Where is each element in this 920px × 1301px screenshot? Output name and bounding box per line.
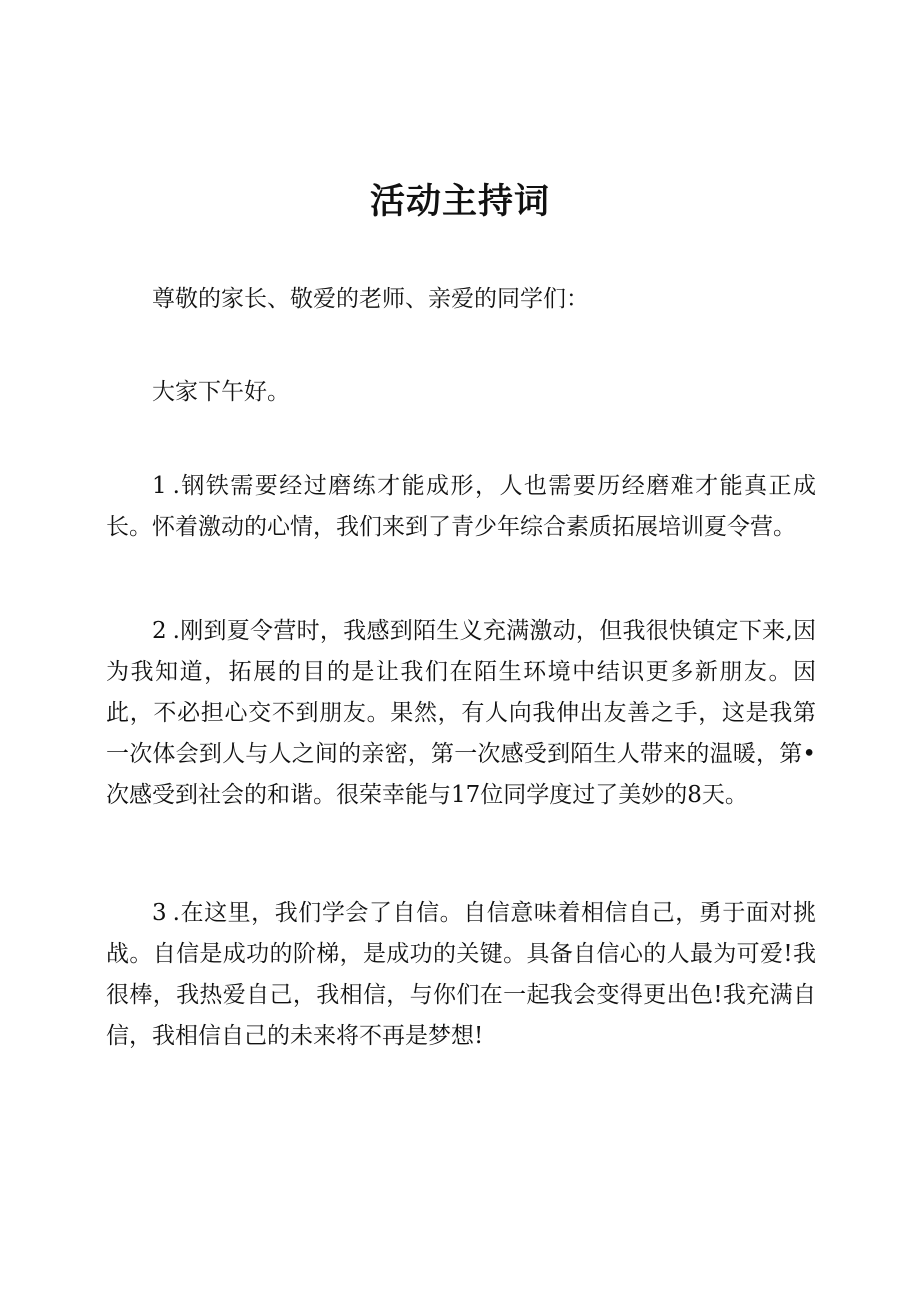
paragraph-text: .在这里，我们学会了自信。自信意味着相信自己，勇于面对挑战。自信是成功的阶梯，是成功的关键。具备自信心的人最为可爱!我很棒，我热爱自己，我相信，与你们在一起我会变得更出色!我充满自信，我相信自己的未来将不再是梦想! <box>106 900 816 1049</box>
paragraph-1 <box>106 466 816 548</box>
paragraph-number: 1 <box>152 473 167 499</box>
salutation-line: 大家下午好。 <box>152 379 290 405</box>
paragraph-text: .钢铁需要经过磨练才能成形，人也需要历经磨难才能真正成长。怀着激动的心情，我们来到了青少年综合素质拓展培训夏令营。 <box>106 473 816 540</box>
paragraph-text: .刚到夏令营时，我感到陌生义充满激动，但我很快镇定下来,因为我知道，拓展的目的是让我们在陌生环境中结识更多新朋友。因此，不必担心交不到朋友。果然，有人向我伸出友善之手，这是我第一次体会到人与人之间的亲密，第一次感受到陌生人带来的温暖，第•次感受到社会的和谐。很荣幸能与17位同学度过了美妙的8天。 <box>106 618 816 808</box>
paragraph-number: 3 <box>152 900 167 926</box>
paragraph-3 <box>106 893 816 1057</box>
paragraph-number: 2 <box>152 618 167 644</box>
greeting-line: 尊敬的家长、敬爱的老师、亲爱的同学们： <box>152 286 589 312</box>
document-title: 活动主持词 <box>369 182 550 222</box>
paragraph-2 <box>106 611 816 816</box>
